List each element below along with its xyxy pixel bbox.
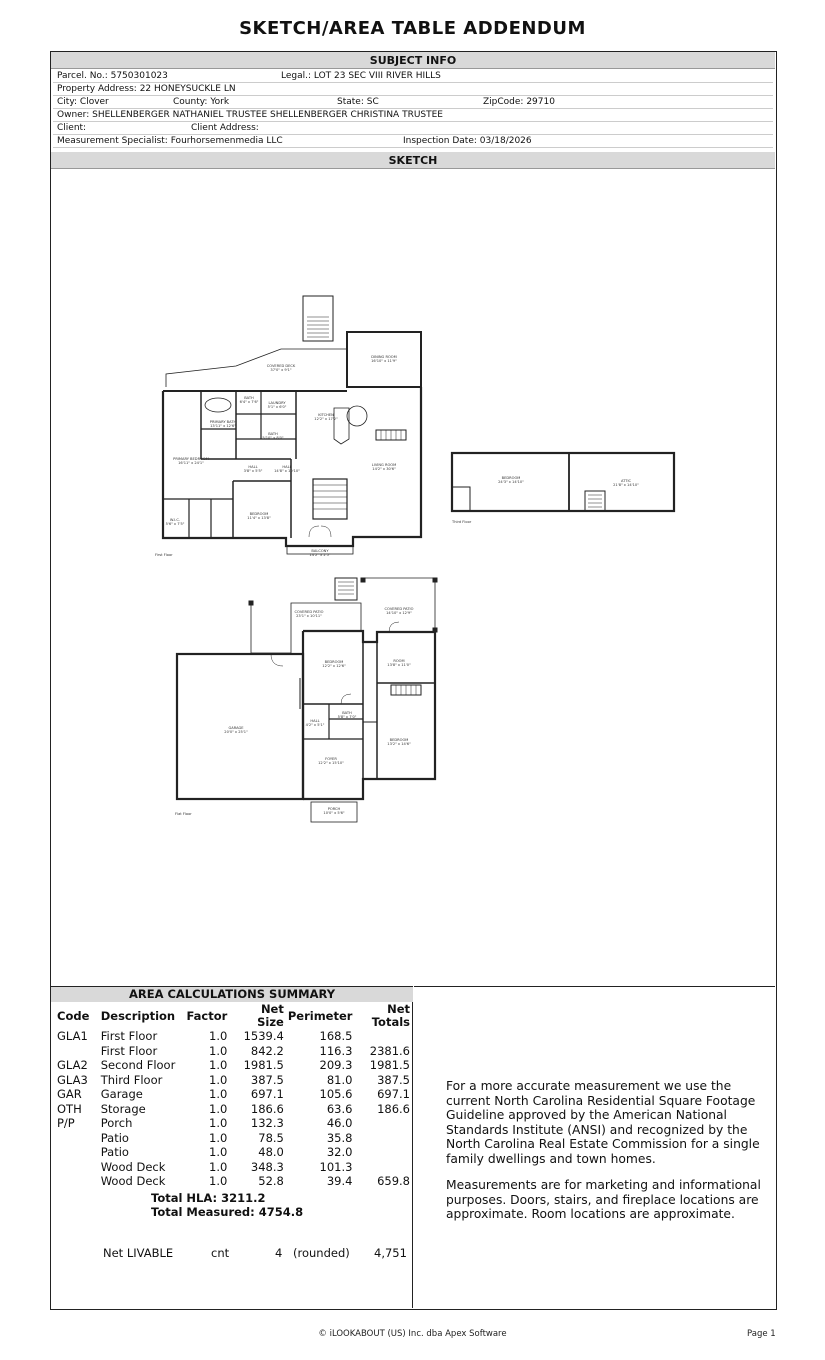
area-calculations-table [55,1003,412,1189]
svg-text:16'10" x 11'9": 16'10" x 11'9" [371,359,397,363]
cell-net-total [354,1160,412,1175]
parcel-value: 5750301023 [110,71,168,81]
col-factor: Factor [186,1008,228,1023]
svg-text:14'2" x 2'5": 14'2" x 2'5" [309,553,331,557]
svg-text:BEDROOM: BEDROOM [249,512,269,516]
total-hla: Total HLA: 3211.2 [151,1191,266,1205]
state-value: SC [366,97,379,107]
cell-net-size: 387.5 [250,1072,284,1087]
parcel-label: Parcel. No.: [57,71,108,81]
table-header-row [55,1003,412,1029]
svg-text:12'2" x 17'2": 12'2" x 17'2" [314,417,338,421]
measurement-note-standards: For a more accurate measurement we use the current North Carolina Residential Square Footage Guideline approved by the American National Standards Institute (ANSI) and recognized by the North Carolina Real Estate Commission for a single family dwellings and town homes. [446,1079,760,1166]
address-label: Property Address: [57,84,137,94]
cell-net-size: 842.2 [250,1043,284,1058]
cell-net-total: 697.1 [377,1087,410,1101]
cell-code [55,1174,99,1189]
cell-net-size: 132.3 [250,1116,284,1130]
col-perimeter: Perimeter [287,1008,353,1023]
area-calculations-heading: AREA CALCULATIONS SUMMARY [51,987,413,1002]
cell-net-total [354,1029,412,1044]
table-row [55,1044,412,1059]
cell-factor: 1.0 [209,1116,228,1130]
svg-text:37'0" x 9'1": 37'0" x 9'1" [270,368,292,372]
svg-text:COVERED PATIO: COVERED PATIO [294,610,324,614]
svg-text:BATH: BATH [268,432,278,436]
cell-factor: 1.0 [209,1101,228,1116]
cell-net-size: 1981.5 [243,1058,284,1072]
city-label: City: [57,97,78,107]
cell-description: Wood Deck [100,1174,166,1188]
sketch-heading: SKETCH [51,152,775,169]
cell-perimeter: 35.8 [326,1130,353,1145]
svg-text:23'1" x 10'11": 23'1" x 10'11" [296,614,322,618]
cell-factor: 1.0 [209,1159,228,1174]
svg-text:21'8" x 14'10": 21'8" x 14'10" [613,483,639,487]
svg-text:KITCHEN: KITCHEN [318,413,334,417]
svg-text:HALL: HALL [248,465,258,469]
net-livable-rounded: (rounded) [293,1246,350,1260]
cell-perimeter: 168.5 [319,1029,353,1043]
svg-text:W.I.C.: W.I.C. [169,518,181,522]
cell-description: Second Floor [100,1058,176,1072]
cell-perimeter: 105.6 [319,1087,353,1101]
svg-text:12'2" x 15'10": 12'2" x 15'10" [318,761,344,765]
county-value: York [210,97,230,107]
cell-code [55,1145,99,1160]
svg-text:13'11" x 12'6": 13'11" x 12'6" [210,424,236,428]
cell-factor: 1.0 [209,1087,228,1101]
info-row-owner [53,109,773,122]
footer-copyright: © iLOOKABOUT (US) Inc. dba Apex Software [318,1329,507,1339]
info-row-city [53,96,773,109]
svg-text:4'2" x 5'1": 4'2" x 5'1" [305,723,325,727]
svg-text:PORCH: PORCH [327,807,341,811]
cell-perimeter: 46.0 [326,1116,353,1130]
svg-text:6'4" x 7'6": 6'4" x 7'6" [239,400,259,404]
svg-text:5'8" x 7'0": 5'8" x 7'0" [337,715,357,719]
table-row [55,1116,412,1131]
zip-label: ZipCode: [483,97,524,107]
cell-factor: 1.0 [209,1130,228,1145]
cell-factor: 1.0 [209,1174,228,1188]
floor-plan-svg [51,169,775,984]
first-floor-plan [163,296,421,554]
svg-text:12'2" x 12'6": 12'2" x 12'6" [322,664,346,668]
svg-text:14'10" x 12'9": 14'10" x 12'9" [386,611,412,615]
area-calculations-panel [51,986,413,1308]
cell-description: Storage [100,1101,146,1116]
svg-text:13'8" x 11'0": 13'8" x 11'0" [387,663,411,667]
specialist-value: Fourhorsemenmedia LLC [170,136,283,146]
cell-description: Patio [100,1130,129,1145]
svg-text:HALL: HALL [310,719,320,723]
cell-net-size: 348.3 [250,1159,284,1174]
svg-text:GARAGE: GARAGE [228,726,244,730]
third-floor-plan [452,453,674,511]
svg-text:3'8" x 5'5": 3'8" x 5'5" [243,469,263,473]
svg-text:16'11" x 24'1": 16'11" x 24'1" [178,461,204,465]
svg-text:BALCONY: BALCONY [311,549,329,553]
cell-net-size: 186.6 [250,1101,284,1116]
cell-net-total [354,1131,412,1146]
first-floor-caption: First Floor [155,553,173,557]
svg-text:5'1" x 6'0": 5'1" x 6'0" [267,405,287,409]
footer-page-number: Page 1 [747,1329,776,1339]
svg-text:COVERED DECK: COVERED DECK [266,364,296,368]
cell-perimeter: 39.4 [326,1174,353,1188]
svg-text:20'0" x 25'1": 20'0" x 25'1" [224,730,248,734]
cell-code [55,1160,99,1175]
cell-net-size: 697.1 [250,1087,284,1101]
svg-text:FOYER: FOYER [325,757,337,761]
floor-plan-sketch [51,169,775,984]
cell-net-size: 1539.4 [243,1029,284,1043]
svg-text:BEDROOM: BEDROOM [389,738,409,742]
cell-factor: 1.0 [209,1029,228,1043]
net-livable-count: 4 [275,1246,283,1260]
city-value: Clover [79,97,109,107]
svg-text:ROOM: ROOM [393,659,405,663]
cell-net-total [354,1116,412,1131]
zip-value: 29710 [526,97,555,107]
col-code: Code [57,1008,90,1023]
cell-net-total: 659.8 [377,1174,410,1188]
cell-code [55,1044,99,1059]
specialist-label: Measurement Specialist: [57,136,168,146]
net-livable-label: Net LIVABLE [103,1246,174,1260]
lower-floor-caption: Flat Floor [175,812,192,816]
measurement-notes-panel [414,986,775,1308]
client-label: Client: [57,123,87,133]
cell-perimeter: 63.6 [326,1101,353,1116]
svg-text:PRIMARY BEDROOM: PRIMARY BEDROOM [173,457,209,461]
table-row [55,1145,412,1160]
cell-net-total: 186.6 [377,1101,410,1116]
cell-net-size: 48.0 [258,1145,284,1159]
inspection-value: 03/18/2026 [479,136,532,146]
table-row [55,1102,412,1117]
table-row [55,1174,412,1189]
svg-text:11'4" x 13'8": 11'4" x 13'8" [247,516,271,520]
cell-description: Garage [100,1087,143,1101]
cell-code: GLA2 [57,1058,88,1072]
col-description: Description [100,1008,176,1023]
cell-factor: 1.0 [209,1058,228,1072]
third-floor-caption: Third Floor [452,520,472,524]
svg-text:BATH: BATH [244,396,254,400]
table-row [55,1029,412,1044]
cell-description: Third Floor [100,1072,163,1087]
info-row-address [53,83,773,96]
cell-description: Porch [100,1116,133,1130]
svg-text:HALL: HALL [282,465,292,469]
cell-code: GLA3 [57,1072,88,1087]
info-row-specialist [53,135,773,148]
cell-net-total [354,1145,412,1160]
svg-text:ATTIC: ATTIC [620,479,632,483]
cell-net-total: 387.5 [377,1072,410,1087]
svg-text:13'2" x 14'6": 13'2" x 14'6" [387,742,411,746]
cell-perimeter: 101.3 [319,1159,353,1174]
owner-label: Owner: [57,110,90,120]
cell-net-total: 1981.5 [369,1058,410,1072]
legal-label: Legal.: [281,71,312,81]
area-calculations-rows [55,1029,412,1189]
cell-factor: 1.0 [209,1145,228,1159]
cell-description: Wood Deck [100,1159,166,1174]
client-address-label: Client Address: [191,123,259,133]
col-net-totals: Net Totals [371,1002,410,1029]
third-floor-labels [451,476,639,524]
subject-info-heading: SUBJECT INFO [51,52,775,69]
svg-text:PRIMARY BATH: PRIMARY BATH [209,420,237,424]
table-row [55,1131,412,1146]
table-row [55,1058,412,1073]
info-row-client [53,122,773,135]
svg-text:14'2" x 30'6": 14'2" x 30'6" [372,467,396,471]
net-livable-cnt: cnt [211,1246,230,1260]
cell-factor: 1.0 [209,1043,228,1058]
col-net-size: Net Size [257,1002,284,1029]
cell-description: First Floor [100,1029,158,1043]
cell-code [55,1131,99,1146]
total-measured: Total Measured: 4754.8 [151,1205,304,1219]
owner-value: SHELLENBERGER NATHANIEL TRUSTEE SHELLENBERGER CHRISTINA TRUSTEE [92,110,443,120]
svg-text:10'0" x 5'6": 10'0" x 5'6" [323,811,345,815]
cell-factor: 1.0 [209,1072,228,1087]
svg-text:DINING ROOM: DINING ROOM [371,355,397,359]
state-label: State: [337,97,364,107]
svg-text:5'10" x 8'0": 5'10" x 8'0" [262,436,284,440]
first-floor-labels [155,355,397,557]
county-label: County: [173,97,208,107]
inspection-label: Inspection Date: [403,136,477,146]
svg-text:24'3" x 14'10": 24'3" x 14'10" [498,480,524,484]
table-row [55,1073,412,1088]
addendum-frame [50,51,777,1310]
svg-text:14'8" x 10'10": 14'8" x 10'10" [274,469,300,473]
svg-text:5'6" x 7'5": 5'6" x 7'5" [165,522,185,526]
svg-text:BEDROOM: BEDROOM [501,476,521,480]
cell-code: OTH [57,1101,82,1116]
cell-code: GLA1 [57,1029,88,1043]
cell-code: P/P [57,1116,75,1130]
page-title: SKETCH/AREA TABLE ADDENDUM [239,18,586,39]
svg-text:LAUNDRY: LAUNDRY [268,401,286,405]
measurement-note-disclaimer: Measurements are for marketing and informational purposes. Doors, stairs, and fireplace locations are approximate. Room locations are approximate. [446,1178,761,1221]
svg-text:BATH: BATH [342,711,352,715]
cell-net-size: 78.5 [258,1130,284,1145]
svg-text:LIVING ROOM: LIVING ROOM [371,463,397,467]
cell-perimeter: 32.0 [326,1145,353,1159]
svg-text:BEDROOM: BEDROOM [324,660,344,664]
cell-code: GAR [57,1087,82,1101]
table-row [55,1160,412,1175]
svg-text:COVERED PATIO: COVERED PATIO [384,607,414,611]
legal-value: LOT 23 SEC VIII RIVER HILLS [313,71,441,81]
cell-perimeter: 116.3 [319,1043,353,1058]
net-livable-value: 4,751 [374,1246,407,1260]
cell-description: First Floor [100,1043,158,1058]
cell-net-total: 2381.6 [369,1043,410,1058]
info-row-parcel [53,70,773,83]
cell-description: Patio [100,1145,129,1159]
cell-perimeter: 81.0 [326,1072,353,1087]
address-value: 22 HONEYSUCKLE LN [139,84,236,94]
cell-net-size: 52.8 [258,1174,284,1188]
cell-perimeter: 209.3 [319,1058,353,1072]
table-row [55,1087,412,1102]
